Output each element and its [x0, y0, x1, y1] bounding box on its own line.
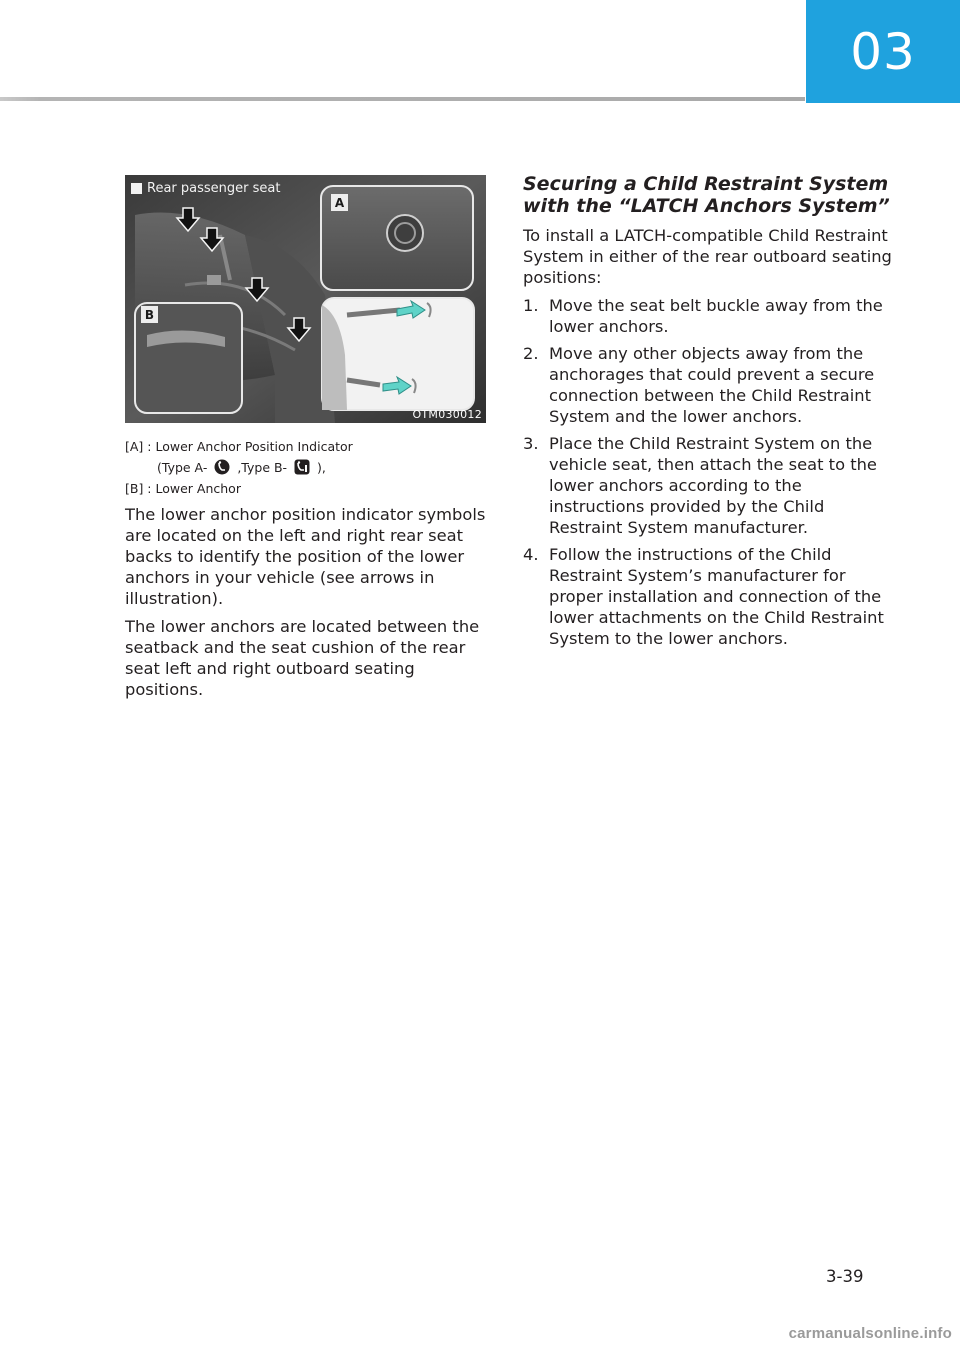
chapter-tab: [806, 0, 960, 103]
step-text: Place the Child Restraint System on the vehicle seat, then attach the seat to the lower anchors according to the instructions provided by the Child Restraint System manufacturer.: [549, 434, 877, 537]
step-number: 4.: [523, 545, 539, 564]
caption-close: ),: [317, 460, 326, 475]
list-item: [523, 544, 895, 649]
caption-type-b: ,Type B-: [237, 460, 288, 475]
step-text: Move any other objects away from the anchorages that could prevent a secure connection between the Child Restraint System and the lower anchors.: [549, 344, 875, 426]
tag-a: A: [331, 194, 348, 211]
caption-line-types: [125, 457, 490, 478]
page-number: 3-39: [826, 1267, 864, 1286]
step-text: Follow the instructions of the Child Restraint System’s manufacturer for proper installation and connection of the lower attachments on the Child Restraint System to the lower anchors.: [549, 545, 884, 648]
caption-line-a: [A] : Lower Anchor Position Indicator: [125, 439, 353, 454]
paragraph: The lower anchors are located between the seatback and the seat cushion of the rear seat left and right outboard seating positions.: [125, 617, 480, 699]
square-bullet-icon: [131, 183, 142, 194]
caption-type-a: (Type A-: [157, 460, 208, 475]
header-rule: [0, 97, 805, 101]
figure-code: OTM030012: [412, 408, 482, 421]
step-number: 2.: [523, 344, 539, 363]
seat-drawing: [125, 175, 486, 423]
chapter-number: 03: [850, 22, 916, 81]
steps-list: [523, 295, 895, 649]
caption-line-b: [B] : Lower Anchor: [125, 481, 241, 496]
list-item: [523, 343, 895, 427]
list-item: [523, 433, 895, 538]
figure-title-text: Rear passenger seat: [147, 181, 281, 196]
step-number: 1.: [523, 296, 539, 315]
intro-paragraph: To install a LATCH-compatible Child Restraint System in either of the rear outboard seating positions:: [523, 226, 892, 287]
section-title: Securing a Child Restraint System with the “LATCH Anchors System”: [523, 173, 890, 217]
figure-caption: [125, 436, 490, 499]
paragraph: The lower anchor position indicator symbols are located on the left and right rear seat backs to identify the position of the lower anchors in your vehicle (see arrows in illustration).: [125, 505, 486, 608]
right-column: [523, 173, 895, 655]
figure-title: [131, 181, 280, 196]
child-seat-round-icon: [214, 459, 230, 475]
child-seat-square-icon: [294, 459, 310, 475]
watermark: carmanualsonline.info: [788, 1325, 952, 1342]
step-text: Move the seat belt buckle away from the lower anchors.: [549, 296, 883, 336]
step-number: 3.: [523, 434, 539, 453]
left-column: [125, 504, 490, 707]
list-item: [523, 295, 895, 337]
tag-b: B: [141, 306, 158, 323]
seat-illustration: [125, 175, 486, 423]
